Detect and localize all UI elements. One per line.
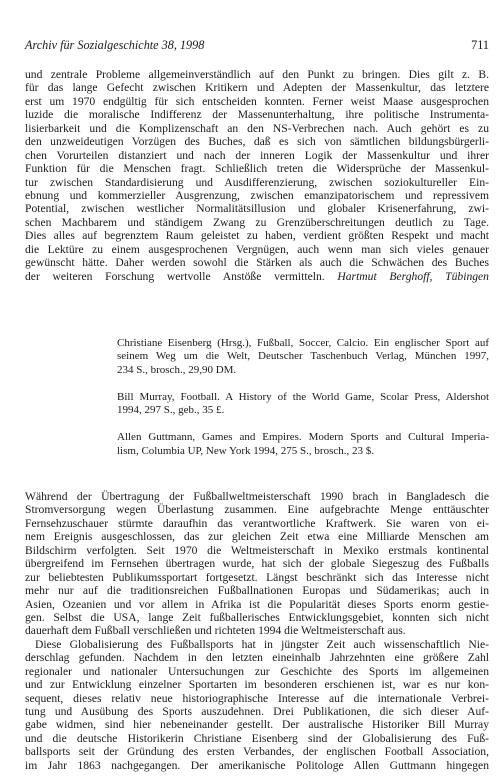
text-line: luzide die moralische Indifferenz der Massenunterhaltung, ihre politische Instrumenta- <box>25 108 489 122</box>
text-line: Asien, Ozeanien und vor allem in Afrika ist die Popularität dieses Sports enorm gestie- <box>25 597 489 611</box>
text-line: übergreifend im Fernsehen übertragen wurde, hat sich der globale Siegeszug des Fußballs <box>25 557 489 571</box>
reference-line: seinem Weg um die Welt, Deutscher Taschenbuch Verlag, München 1997, <box>117 350 489 363</box>
text-line: tung und Ausübung des Sports auszudehnen. Drei Publikationen, die sich dieser Auf- <box>25 705 489 718</box>
text-line: Bildschirm verfolgten. Seit 1970 die Weltmeisterschaft in Mexiko erstmals kontinental <box>25 543 489 557</box>
page-number: 711 <box>471 38 489 52</box>
text-line: nem Ereignis ausgeschlossen, das zur gleichen Zeit etwa eine Milliarde Menschen am <box>25 530 489 544</box>
reference-entry-eisenberg <box>117 337 489 377</box>
text-line: der weiteren Forschung wertvolle Anstöße vermitteln. <box>25 269 325 283</box>
text-line: Funktion für die Menschen fragt. Schließlich treten die Widersprüche der Massenkul- <box>25 162 489 176</box>
text-line: gabe widmen, sind hier nebeneinander gestellt. Der australische Historiker Bill Murray <box>25 718 489 732</box>
text-line: gewünscht hätte. Daher werden sowohl die Stärken als auch die Schwächen des Buches <box>25 256 489 270</box>
reference-line: Bill Murray, Football. A History of the World Game, Scolar Press, Aldershot <box>117 390 489 403</box>
text-line: den unzweideutigen Vorzügen des Buches, daß es sich von sämtlichen bildungsbürgerli- <box>25 135 489 149</box>
text-line: für das lange Gefecht zwischen Kritikern und Adepten der Massenkultur, das letztere <box>25 81 489 95</box>
text-line: Stromversorgung wegen Überlastung zusammen. Eine aufgebrachte Menge enttäuschter <box>25 503 489 517</box>
text-line: zur beliebtesten Publikumssportart fortgesetzt. Längst beschränkt sich das Interesse nicht <box>25 570 489 584</box>
text-line: ballsports seit der Gründung des ersten Verbandes, der englischen Football Association, <box>25 745 489 759</box>
reference-line: Christiane Eisenberg (Hrsg.), Fußball, Soccer, Calcio. Ein englischer Sport auf <box>117 337 489 349</box>
reference-line: lism, Columbia UP, New York 1994, 275 S., brosch., 23 $. <box>117 444 374 457</box>
text-line: erst um 1970 endgültig für sich entscheiden konnten. Ferner weist Maase ausgesprochen <box>25 94 489 108</box>
text-line: Potential, zwischen westlicher Normalitätsillusion und globaler Krisenerfahrung, zwi- <box>25 202 489 216</box>
text-line: Dies alles auf begrenztem Raum geleistet zu haben, verdient größten Respekt und macht <box>25 229 489 243</box>
text-line: sequent, dieses relativ neue historiographische Interesse auf die internationale Verbrei- <box>25 691 489 705</box>
reference-line: 234 S., brosch., 29,90 DM. <box>117 363 237 376</box>
running-header <box>25 38 489 54</box>
reference-entry-murray <box>117 391 489 418</box>
review-signature: Hartmut Berghoff, Tübingen <box>337 269 489 283</box>
text-line: Fernsehzuschauer stürmte daraufhin das verantwortliche Kraftwerk. Sie waren von ei- <box>25 516 489 530</box>
text-line: im Jahr 1863 nachgegangen. Der amerikanische Politologe Allen Guttmann hingegen <box>25 758 489 772</box>
reference-line: Allen Guttmann, Games and Empires. Modern Sports and Cultural Imperia- <box>117 431 489 444</box>
text-line: Diese Globalisierung des Fußballsports hat in jüngster Zeit auch wissenschaftlich Nie- <box>35 637 489 651</box>
text-line: tur zwischen Standardisierung und Ausdifferenzierung, zwischen soziokultureller Ein- <box>25 175 489 189</box>
text-line: und zur Entwicklung einzelner Sportarten im besonderen erschienen ist, war es nur kon- <box>25 678 489 692</box>
text-line: und die deutsche Historikerin Christiane Eisenberg sind der Globalisierung des Fuß- <box>25 731 489 745</box>
review-paragraph-intro <box>25 490 489 772</box>
review-paragraph-continued <box>25 68 489 283</box>
text-line: dauerhaft dem Fußball verschließen und richteten 1994 die Weltmeisterschaft aus. <box>25 624 406 638</box>
reference-entry-guttmann <box>117 431 489 458</box>
text-line: derschlag gefunden. Nachdem in den letzten eineinhalb Jahrzehnten eine größere Zahl <box>25 651 489 665</box>
text-line: Während der Übertragung der Fußballweltmeisterschaft 1990 brach in Bangladesch die <box>25 490 489 503</box>
text-line: schen Machbarem und ständigem Zwang zu Grenzüberschreitungen deutlich zu Tage. <box>25 215 489 229</box>
text-line: mehr nur auf die traditionsreichen Fußballnationen Europas und Südamerikas; auch in <box>25 584 489 598</box>
text-line: lisierbarkeit und die Komplizenschaft an den NS-Verbrechen nach. Auch gehört es zu <box>25 121 489 135</box>
text-line: und zentrale Probleme allgemeinverständlich auf den Punkt zu bringen. Dies gilt z. B. <box>25 68 489 81</box>
reviewed-books-list <box>117 337 489 472</box>
reference-line: 1994, 297 S., geb., 35 £. <box>117 404 225 417</box>
text-line: die Lektüre zu einem ausgesprochenen Vergnügen, auch wenn man sich vieles genauer <box>25 242 489 256</box>
text-line: ebnung und kommerzieller Ausgrenzung, zwischen emanzipatorischem und repressivem <box>25 188 489 202</box>
text-line-with-signature <box>25 270 489 283</box>
text-line: regionaler und nationaler Untersuchungen zur Geschichte des Sports im allgemeinen <box>25 664 489 678</box>
running-title: Archiv für Sozialgeschichte 38, 1998 <box>25 38 205 52</box>
text-line: gen. Selbst die USA, lange Zeit fußballerisches Entwicklungsgebiet, konnten sich nicht <box>25 610 489 624</box>
text-line: chen Vorurteilen distanziert und nach der inneren Logik der Massenkultur und ihrer <box>25 148 489 162</box>
